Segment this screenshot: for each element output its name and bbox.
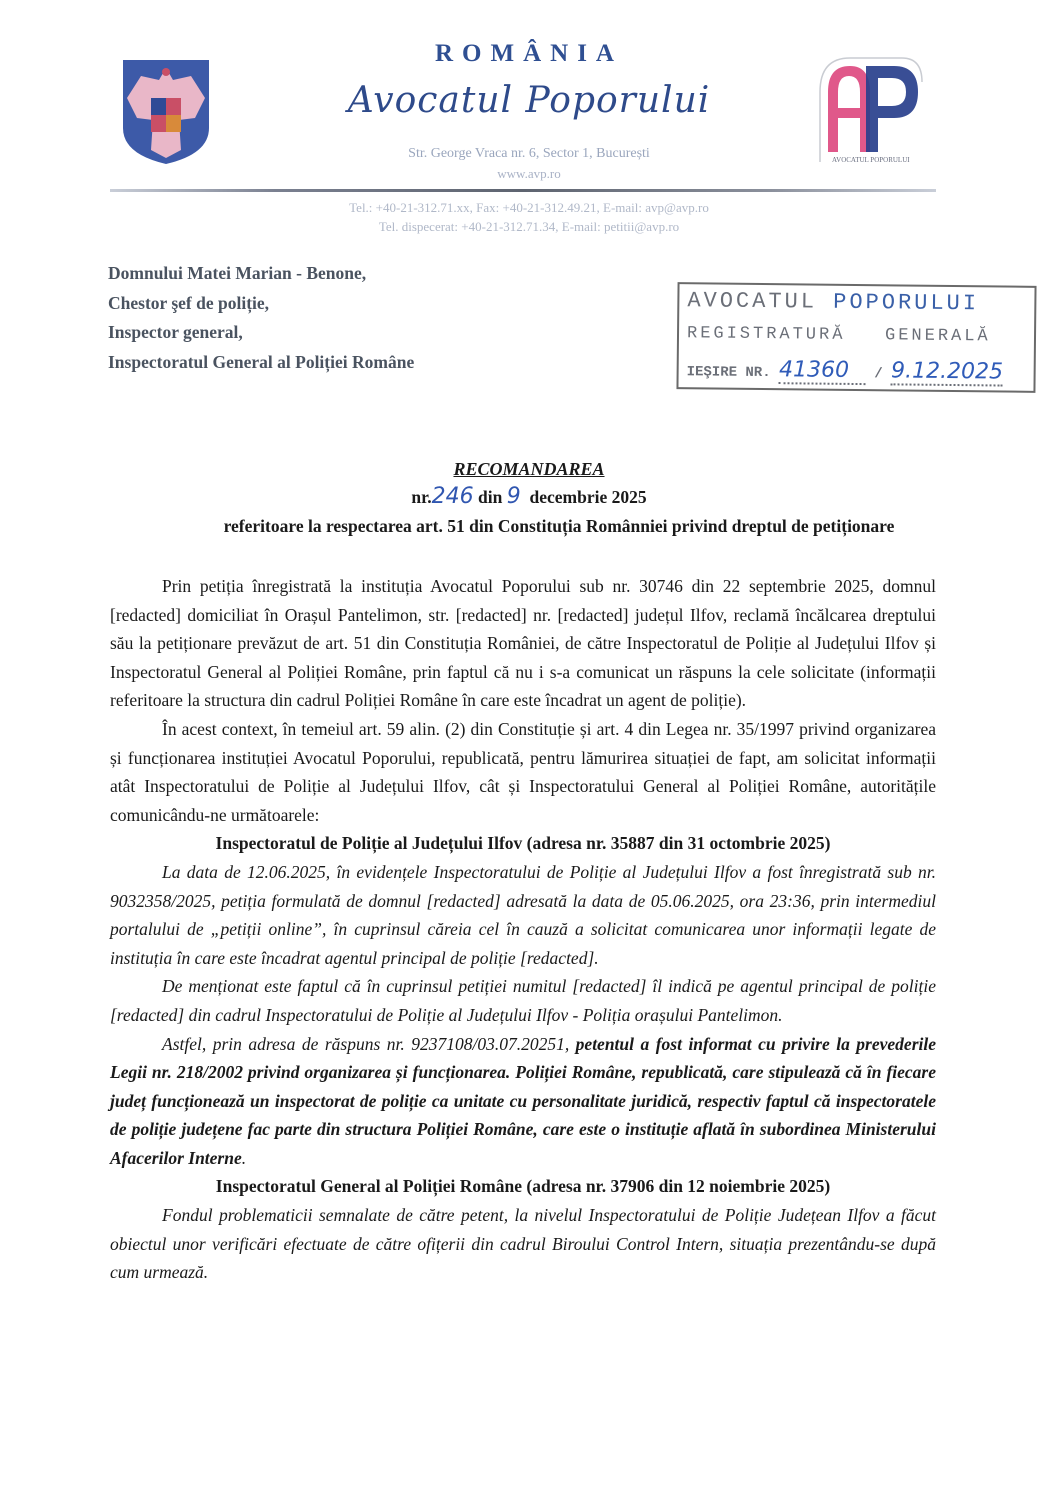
stamp-exit-number: 41360 <box>778 357 850 383</box>
document-title: RECOMANDAREA <box>453 459 605 479</box>
section-heading-ipj-ilfov: Inspectoratul de Poliție al Județului Ilfov (adresa nr. 35887 din 31 octombrie 2025) <box>215 833 831 854</box>
institution-website[interactable]: www.avp.ro <box>497 166 561 181</box>
stamp-line-exit: IEŞIRE NR. 41360 / 9.12.2025 <box>686 357 1004 385</box>
stamp-line-registry: REGISTRATURĂ GENERALĂ <box>686 324 991 347</box>
paragraph-igpr-verification: Fondul problematicii semnalate de către petent, la nivelul Inspectoratului de Poliție Județean Ilfov a făcut obiectul unor verificări efectuate de către ofițerii din cadrul Biroului Control Intern, situația prezentându-se după cum urmează. <box>110 1205 936 1283</box>
registry-stamp <box>676 282 1036 393</box>
stamp-line-institution: AVOCATUL POPORULUI <box>687 288 980 317</box>
document-month-year: decembrie 2025 <box>529 487 647 507</box>
institution-name: Avocatul Poporului <box>347 80 711 121</box>
document-number: 246 <box>431 484 474 509</box>
document-day: 9 <box>506 484 521 509</box>
document-body <box>110 572 936 1287</box>
addressee-name: Domnului Matei Marian - Benone, <box>108 263 367 283</box>
addressee-function: Inspector general, <box>108 322 243 342</box>
contact-phone-line: Tel.: +40-21-312.71.xx, Fax: +40-21-312.49.21, E-mail: avp@avp.ro <box>349 200 709 215</box>
svg-text:AVOCATUL POPORULUI: AVOCATUL POPORULUI <box>832 156 910 164</box>
stamp-exit-label: IEŞIRE NR. <box>686 364 771 382</box>
country-name: ROMÂNIA <box>435 40 623 67</box>
paragraph-ipj-registration: La data de 12.06.2025, în evidențele Inspectoratului de Poliție al Județului Ilfov a fost înregistrată sub nr. 9032358/2025, petiția formulată de domnul [redacted] adresată la data de 05.06.2025, ora 23:36, prin intermediul portalului de „petiții online”, în cuprinsul căreia cel în cauză a solicitat comunicarea unor informații legate de instituția în care este încadrat agentul principal de poliție [redacted]. <box>110 861 936 968</box>
stamp-exit-date: 9.12.2025 <box>890 358 1004 385</box>
paragraph-context: În acest context, în temeiul art. 59 alin. (2) din Constituție și art. 4 din Legea nr. 35/1997 privind organizarea și funcționarea instituției Avocatul Poporului, republicată, pentru lămurirea situației de fapt, am solicitat informații atât Inspectoratului de Poliție al Județului Ilfov, cât și Inspectoratului General al Poliției Române, autoritățile comunicându-ne următoarele: <box>110 718 936 825</box>
addressee-block <box>108 259 414 377</box>
document-subject: referitoare la respectarea art. 51 din Constituția Românniei privind dreptul de petiționare <box>223 516 895 536</box>
dispatch-contact-line: Tel. dispecerat: +40-21-312.71.34, E-mail: petitii@avp.ro <box>378 219 680 234</box>
institution-address: Str. George Vraca nr. 6, Sector 1, București <box>408 146 650 161</box>
section-heading-igpr: Inspectoratul General al Poliției Române (adresa nr. 37906 din 12 noiembrie 2025) <box>215 1176 831 1197</box>
avocatul-poporului-ap-logo <box>810 52 930 167</box>
paragraph-ipj-agent: De menționat este faptul că în cuprinsul petiției numitul [redacted] îl indică pe agentul principal de poliție [redacted] din cadrul Inspectoratului de Poliție al Județului Ilfov - Poliția orașului Pantelimon. <box>110 976 936 1025</box>
addressee-institution: Inspectoratul General al Poliției Române <box>108 351 415 372</box>
paragraph-petition: Prin petiția înregistrată la instituția Avocatul Poporului sub nr. 30746 din 22 septembrie 2025, domnul [redacted] domiciliat în Orașul Pantelimon, str. [redacted] nr. [redacted] județul Ilfov, reclamă încălcarea dreptului său la petiționare prevăzut de art. 51 din Constituția României, de către Inspectoratul de Poliție al Județului Ilfov și Inspectoratul General al Poliției Române, prin faptul că nu i s-a comunicat un răspuns la cele solicitate (informații referitoare la structura din cadrul Poliției Române în care este încadrat un agent de poliție). <box>110 576 936 711</box>
paragraph-ipj-response: Astfel, prin adresa de răspuns nr. 9237108/03.07.20251, petentul a fost informat cu privire la prevederile Legii nr. 218/2002 privind organizarea și funcționarea. Poliției Române, republicată, care stipulează că în fiecare județ funcționează un inspectorat de poliție ca unitate cu personalitate juridică, respectiv faptul că inspectoratele de poliție județene fac parte din structura Poliției Române, care este o instituție aflată în subordinea Ministerului Afacerilor Interne. <box>110 1033 936 1168</box>
header-divider <box>110 189 936 192</box>
document-number-line: nr.246 din 9 decembrie 2025 <box>411 484 647 509</box>
addressee-rank: Chestor şef de poliție, <box>108 292 270 313</box>
